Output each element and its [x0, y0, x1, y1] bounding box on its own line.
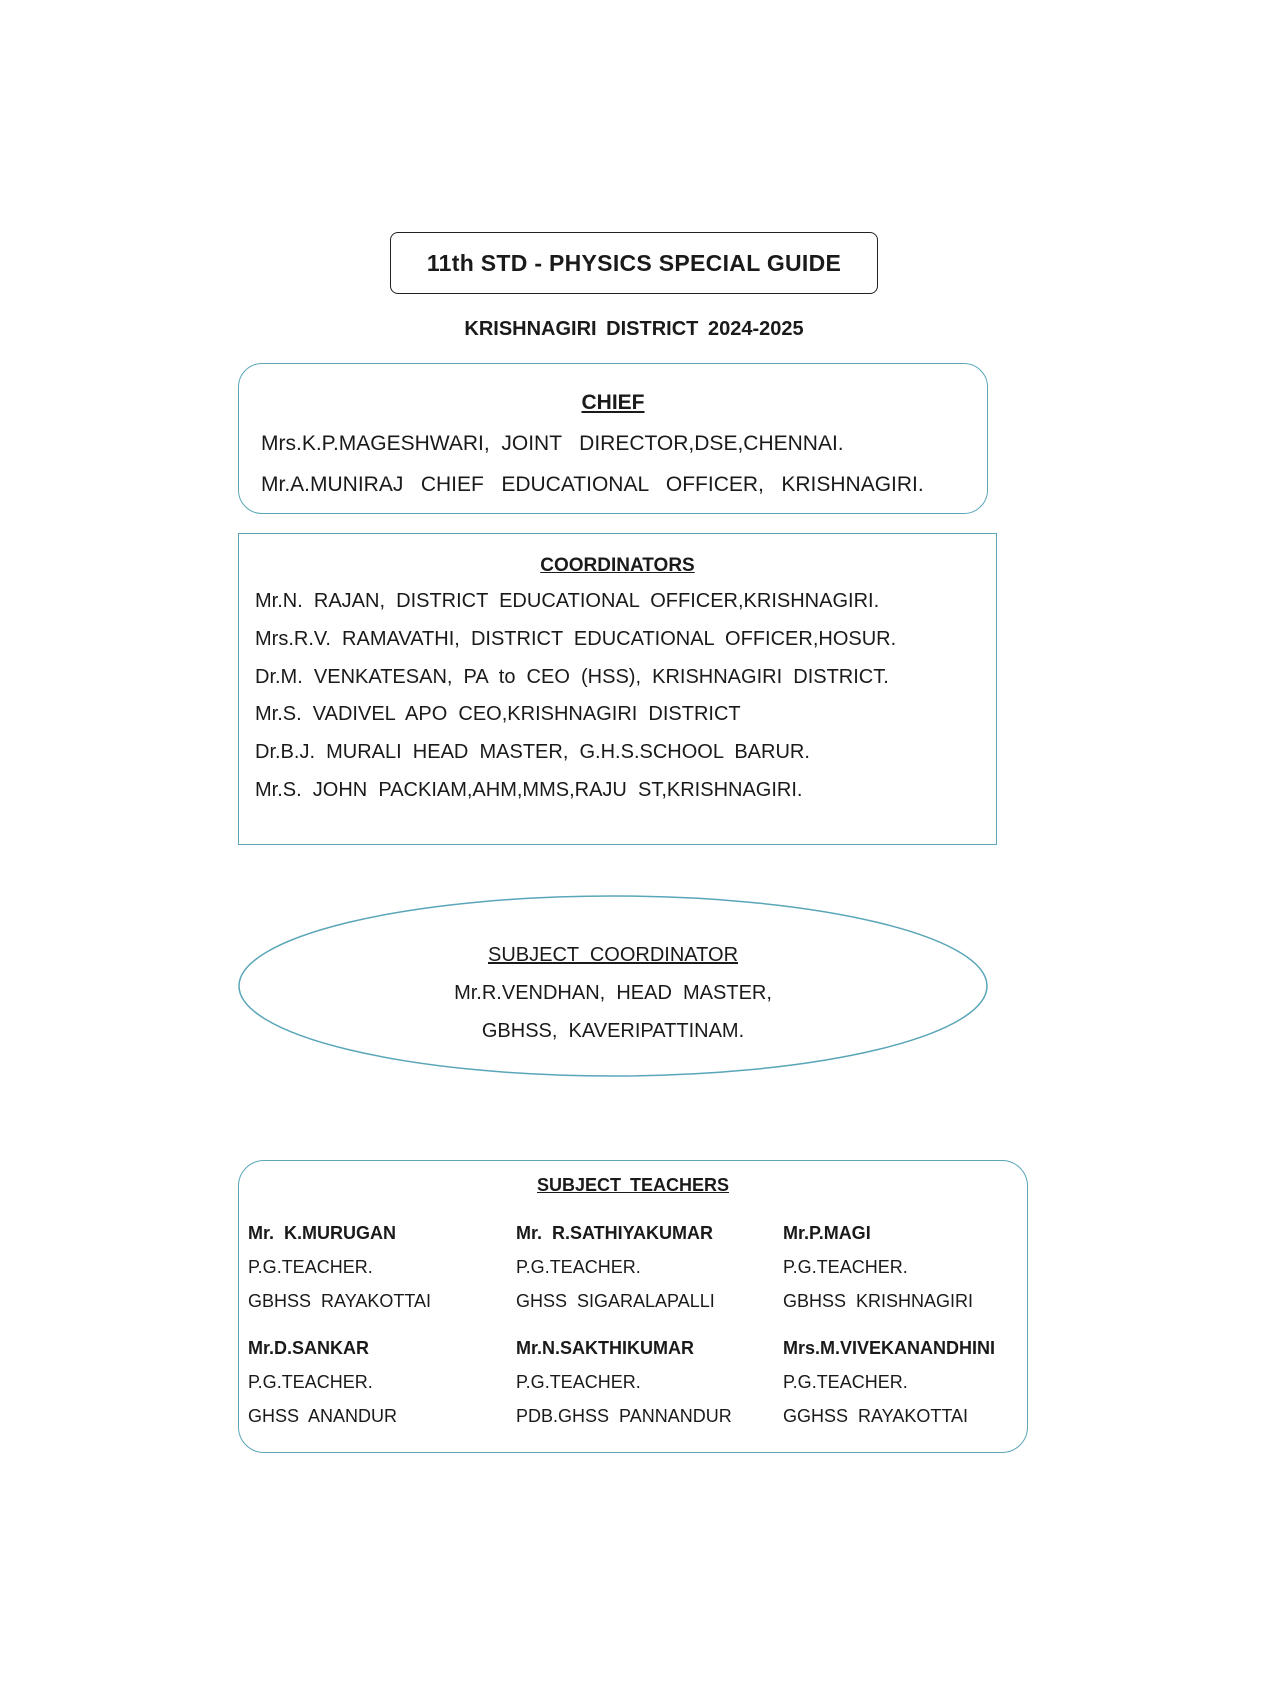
teacher-designation: P.G.TEACHER. [516, 1372, 641, 1392]
document-title-text: 11th STD - PHYSICS SPECIAL GUIDE [426, 249, 842, 276]
teacher-school: PDB.GHSS PANNANDUR [516, 1406, 732, 1426]
teacher-card [516, 1338, 776, 1440]
teacher-name: Mr.N.SAKTHIKUMAR [516, 1338, 694, 1358]
coordinator-line: Mr.S. VADIVEL APO CEO,KRISHNAGIRI DISTRICT [255, 703, 741, 725]
subject-coordinator-line: Mr.R.VENDHAN, HEAD MASTER, [454, 982, 772, 1004]
teacher-card [516, 1223, 776, 1325]
subject-teachers-heading: SUBJECT TEACHERS [536, 1175, 730, 1195]
coordinators-section [238, 533, 997, 845]
subject-coordinator-heading: SUBJECT COORDINATOR [487, 944, 739, 966]
subject-teachers-section [238, 1160, 1028, 1453]
teacher-name: Mrs.M.VIVEKANANDHINI [783, 1338, 996, 1358]
teacher-designation: P.G.TEACHER. [783, 1257, 908, 1277]
teacher-designation: P.G.TEACHER. [516, 1257, 641, 1277]
chief-line: Mrs.K.P.MAGESHWARI, JOINT DIRECTOR,DSE,CHENNAI. [261, 432, 844, 455]
subject-coordinator-section [237, 894, 989, 1078]
teacher-designation: P.G.TEACHER. [248, 1372, 373, 1392]
coordinators-heading: COORDINATORS [540, 555, 695, 576]
teacher-card [783, 1338, 1043, 1440]
chief-line: Mr.A.MUNIRAJ CHIEF EDUCATIONAL OFFICER, KRISHNAGIRI. [261, 473, 924, 496]
district-line: KRISHNAGIRI DISTRICT 2024-2025 [464, 318, 804, 340]
teacher-card [248, 1223, 508, 1325]
teacher-card [783, 1223, 1043, 1325]
coordinator-line: Mrs.R.V. RAMAVATHI, DISTRICT EDUCATIONAL OFFICER,HOSUR. [255, 628, 897, 650]
teacher-designation: P.G.TEACHER. [783, 1372, 908, 1392]
teacher-school: GGHSS RAYAKOTTAI [783, 1406, 969, 1426]
teacher-school: GHSS SIGARALAPALLI [516, 1291, 715, 1311]
teacher-card [248, 1338, 508, 1440]
coordinator-line: Mr.N. RAJAN, DISTRICT EDUCATIONAL OFFICER,KRISHNAGIRI. [255, 590, 880, 612]
teacher-school: GBHSS RAYAKOTTAI [248, 1291, 432, 1311]
subject-coordinator-line: GBHSS, KAVERIPATTINAM. [481, 1020, 745, 1042]
coordinator-line: Dr.M. VENKATESAN, PA to CEO (HSS), KRISHNAGIRI DISTRICT. [255, 666, 889, 688]
teacher-school: GBHSS KRISHNAGIRI [783, 1291, 974, 1311]
coordinator-line: Mr.S. JOHN PACKIAM,AHM,MMS,RAJU ST,KRISHNAGIRI. [255, 779, 803, 801]
teacher-designation: P.G.TEACHER. [248, 1257, 373, 1277]
teacher-name: Mr. K.MURUGAN [248, 1223, 396, 1243]
teacher-name: Mr.P.MAGI [783, 1223, 871, 1243]
teacher-name: Mr.D.SANKAR [248, 1338, 370, 1358]
coordinator-line: Dr.B.J. MURALI HEAD MASTER, G.H.S.SCHOOL BARUR. [255, 741, 810, 763]
teacher-name: Mr. R.SATHIYAKUMAR [516, 1223, 714, 1243]
chief-heading: CHIEF [581, 391, 645, 414]
chief-section [238, 363, 988, 514]
document-title [390, 232, 878, 294]
teacher-school: GHSS ANANDUR [248, 1406, 398, 1426]
